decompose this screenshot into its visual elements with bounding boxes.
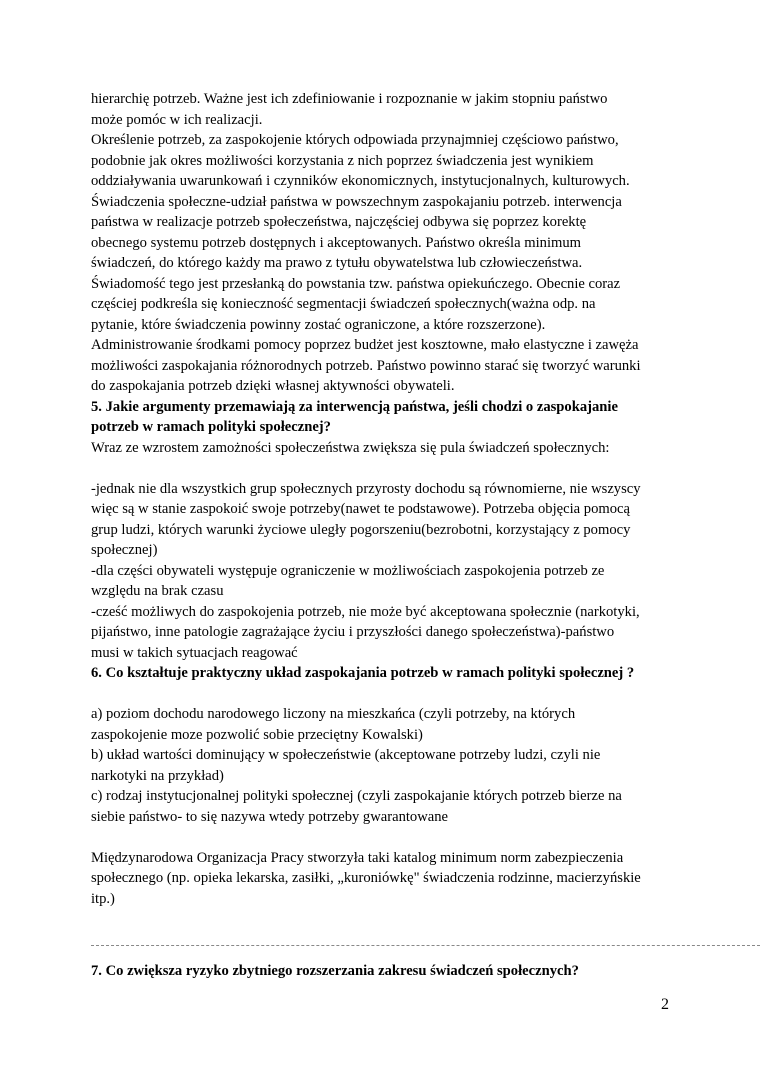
- text-line: oddziaływania uwarunkowań i czynników ekonomicznych, instytucjonalnych, kulturowych.: [91, 173, 630, 189]
- text-line: Świadomość tego jest przesłanką do powstania tzw. państwa opiekuńczego. Obecnie coraz: [91, 275, 621, 292]
- text-line: a) poziom dochodu narodowego liczony na mieszkańca (czyli potrzeby, na których: [91, 706, 576, 722]
- text-line: społecznej): [91, 542, 158, 558]
- text-line: obecnego systemu potrzeb dostępnych i akceptowanych. Państwo określa minimum: [91, 234, 581, 251]
- text-line: siebie państwo- to się nazywa wtedy potrzeby gwarantowane: [91, 808, 449, 825]
- text-line: względu na brak czasu: [91, 583, 224, 599]
- text-line: b) układ wartości dominujący w społeczeństwie (akceptowane potrzeby ludzi, czyli nie: [91, 747, 601, 763]
- text-line: -dla części obywateli występuje ograniczenie w możliwościach zaspokojenia potrzeb ze: [91, 562, 605, 579]
- text-line: państwa w realizacje potrzeb społeczeństwa, najczęściej odbywa się poprzez korektę: [91, 214, 587, 230]
- text-line: społecznego (np. opieka lekarska, zasiłki, „kuroniówkę" świadczenia rodzinne, macierzyńskie: [91, 870, 641, 886]
- question-7-heading: 7. Co zwiększa ryzyko zbytniego rozszerzania zakresu świadczeń społecznych?: [91, 962, 579, 979]
- text-line: zaspokojenie moze pozwolić sobie przeciętny Kowalski): [91, 726, 423, 743]
- text-line: Administrowanie środkami pomocy poprzez budżet jest kosztowne, mało elastyczne i zawęża: [91, 337, 639, 353]
- text-line: Świadczenia społeczne-udział państwa w powszechnym zaspokajaniu potrzeb. interwencja: [91, 193, 622, 210]
- text-line: Międzynarodowa Organizacja Pracy stworzyła taki katalog minimum norm zabezpieczenia: [91, 849, 624, 866]
- text-line: hierarchię potrzeb. Ważne jest ich zdefiniowanie i rozpoznanie w jakim stopniu państwo: [91, 91, 608, 107]
- page-number: 2: [661, 996, 669, 1013]
- text-line: możliwości zaspokajania różnorodnych potrzeb. Państwo powinno starać się tworzyć warunki: [91, 357, 641, 374]
- question-heading-line: 6. Co kształtuje praktyczny układ zaspokajania potrzeb w ramach polityki społecznej ?: [91, 665, 635, 681]
- blank-line: [91, 684, 689, 705]
- text-line: Wraz ze wzrostem zamożności społeczeństwa zwiększa się pula świadczeń społecznych:: [91, 439, 610, 456]
- blank-line: [91, 827, 689, 848]
- text-line: -jednak nie dla wszystkich grup społecznych przyrosty dochodu są równomierne, nie wszyscy: [91, 480, 641, 497]
- text-line: grup ludzi, których warunki życiowe uległy pogorszeniu(bezrobotni, korzystający z pomocy: [91, 521, 631, 538]
- text-line: podobnie jak okres możliwości korzystania z nich poprzez świadczenia jest wynikiem: [91, 152, 594, 169]
- text-line: musi w takich sytuacjach reagować: [91, 644, 298, 661]
- text-line: Określenie potrzeb, za zaspokojenie których odpowiada przynajmniej częściowo państwo,: [91, 132, 619, 148]
- text-line: narkotyki na przykład): [91, 767, 224, 784]
- text-line: pytanie, które świadczenia powinny zostać ograniczone, a które rozszerzone).: [91, 316, 546, 333]
- text-line: częściej podkreśla się konieczność segmentacji świadczeń społecznych(ważna odp. na: [91, 296, 596, 312]
- question-heading-line: potrzeb w ramach polityki społecznej?: [91, 419, 331, 435]
- text-line: c) rodzaj instytucjonalnej polityki społecznej (czyli zaspokajanie których potrzeb bierze na: [91, 788, 622, 804]
- question-heading-line: 5. Jakie argumenty przemawiają za interwencją państwa, jeśli chodzi o zaspokajanie: [91, 398, 618, 415]
- text-line: pijaństwo, inne patologie zagrażające życiu i przyszłości danego społeczeństwa)-państwo: [91, 624, 615, 640]
- text-line: do zaspokajania potrzeb dzięki własnej aktywności obywateli.: [91, 378, 455, 394]
- blank-line: [91, 458, 689, 479]
- text-line: itp.): [91, 890, 115, 907]
- document-body: [91, 89, 689, 909]
- text-line: może pomóc w ich realizacji.: [91, 111, 263, 128]
- text-line: więc są w stanie zaspokoić swoje potrzeby(nawet te podstawowe). Potrzeba objęcia pomocą: [91, 501, 630, 517]
- text-line: świadczeń, do którego każdy ma prawo z tytułu obywatelstwa lub człowieczeństwa.: [91, 255, 583, 271]
- text-line: -cześć możliwych do zaspokojenia potrzeb, nie może być akceptowana społecznie (narkotyki,: [91, 603, 640, 620]
- dashed-divider: [91, 945, 760, 946]
